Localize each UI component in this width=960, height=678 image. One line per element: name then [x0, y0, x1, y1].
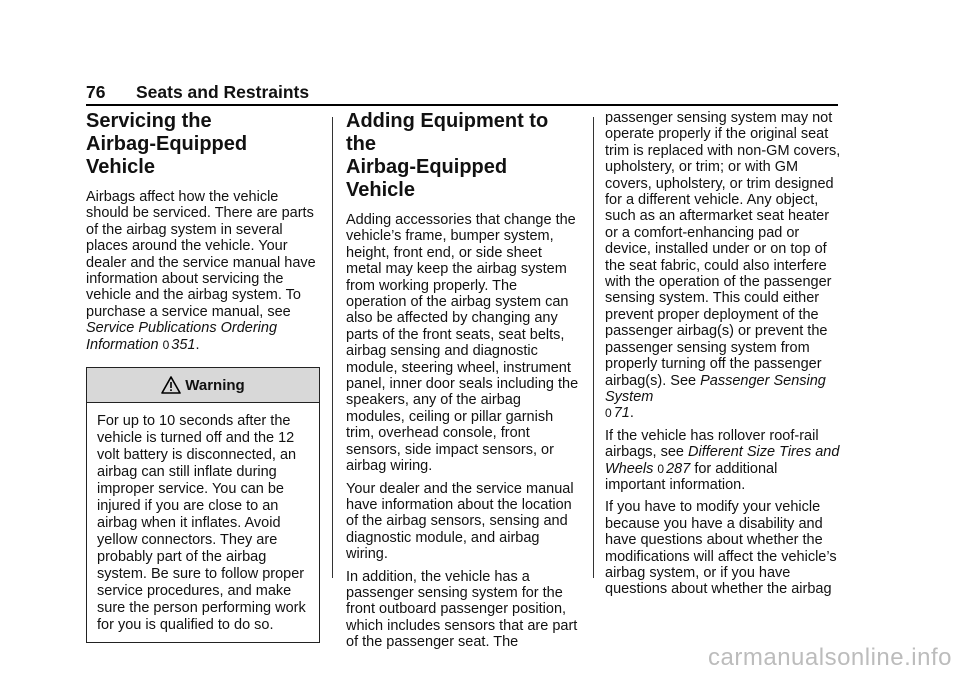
page-ref-icon: 0 [657, 461, 665, 476]
servicing-heading: Servicing the Airbag-Equipped Vehicle [86, 110, 248, 178]
rollover-paragraph: If the vehicle has rollover roof-rail airbags, see Different Size Tires and Wheels 0 287 for additional important information. [605, 427, 840, 493]
column-divider [593, 117, 594, 578]
page-header [86, 82, 838, 106]
page-number: 76 [86, 82, 106, 102]
warning-triangle-icon [161, 376, 181, 394]
warning-box [86, 367, 320, 643]
watermark: carmanualsonline.info [708, 644, 952, 671]
page-ref-icon: 0 [605, 406, 612, 421]
section-title: Seats and Restraints [136, 82, 310, 102]
page-ref-number: 71 [613, 405, 630, 422]
service-publications-link[interactable]: Service Publications Ordering Information [86, 320, 278, 353]
servicing-paragraph: Airbags affect how the vehicle should be serviced. There are parts of the airbag system in several places around the vehicle. Your dealer and the service manual have information about servicing the vehicle and the airbag system. To purchase a service manual, see Service Publications Ordering Information 0 351. [86, 189, 316, 353]
warning-header [87, 368, 319, 403]
passenger-sensing-paragraph: In addition, the vehicle has a passenger sensing system for the front outboard passenger position, which includes sensors that are part of the passenger seat. The [346, 568, 578, 651]
warning-text: For up to 10 seconds after the vehicle is turned off and the 12 volt battery is disconnected, an airbag can still inflate during improper service. You can be injured if you are close to an airbag when it inflates. Avoid yellow connectors. They are probably part of the airbag system. Be sure to follow proper service procedures, and make sure the person performing work for you is qualified to do so. [97, 413, 306, 634]
passenger-sensing-link[interactable]: Passenger Sensing System [605, 372, 826, 405]
disability-paragraph: If you have to modify your vehicle because you have a disability and have questions about whether the modifications will affect the vehicle’s airbag system, or if you have questions about whether the airbag [605, 499, 837, 598]
dealer-paragraph: Your dealer and the service manual have information about the location of the airbag sensors, sensing and diagnostic module, and airbag wiring. [346, 480, 574, 563]
column-3 [605, 110, 841, 604]
page-ref-icon: 0 [162, 337, 170, 352]
warning-label: Warning [185, 376, 245, 394]
accessories-paragraph: Adding accessories that change the vehicle’s frame, bumper system, height, front end, or side sheet metal may keep the airbag system from working properly. The operation of the airbag system can also be affected by changing any parts of the front seats, seat belts, airbag sensing and diagnostic module, steering wheel, instrument panel, inner door seals including the speakers, any of the airbag modules, ceiling or pillar garnish trim, overhead console, front sensors, side impact sensors, or airbag wiring. [346, 212, 579, 475]
column-1 [86, 110, 320, 643]
column-2 [346, 110, 580, 657]
column-divider [332, 117, 333, 578]
adding-equipment-heading: Adding Equipment to the Airbag-Equipped Vehicle [346, 110, 549, 201]
page-ref-number: 287 [666, 460, 691, 477]
page-ref-number: 351 [171, 336, 196, 353]
seat-trim-paragraph: passenger sensing system may not operate properly if the original seat trim is replaced with non-GM covers, upholstery, or trim; or with GM covers, upholstery, or trim designed for a different vehicle. Any object, such as an aftermarket seat heater or a comfort-enhancing pad or device, installed under or on top of the seat fabric, could also interfere with the operation of the passenger sensing system. This could either prevent proper deployment of the passenger airbag(s) or prevent the passenger sensing system from properly turning off the passenger airbag(s). See Passenger Sensing System 0 71. [605, 110, 841, 422]
tires-wheels-link[interactable]: Different Size Tires and Wheels [605, 444, 840, 477]
